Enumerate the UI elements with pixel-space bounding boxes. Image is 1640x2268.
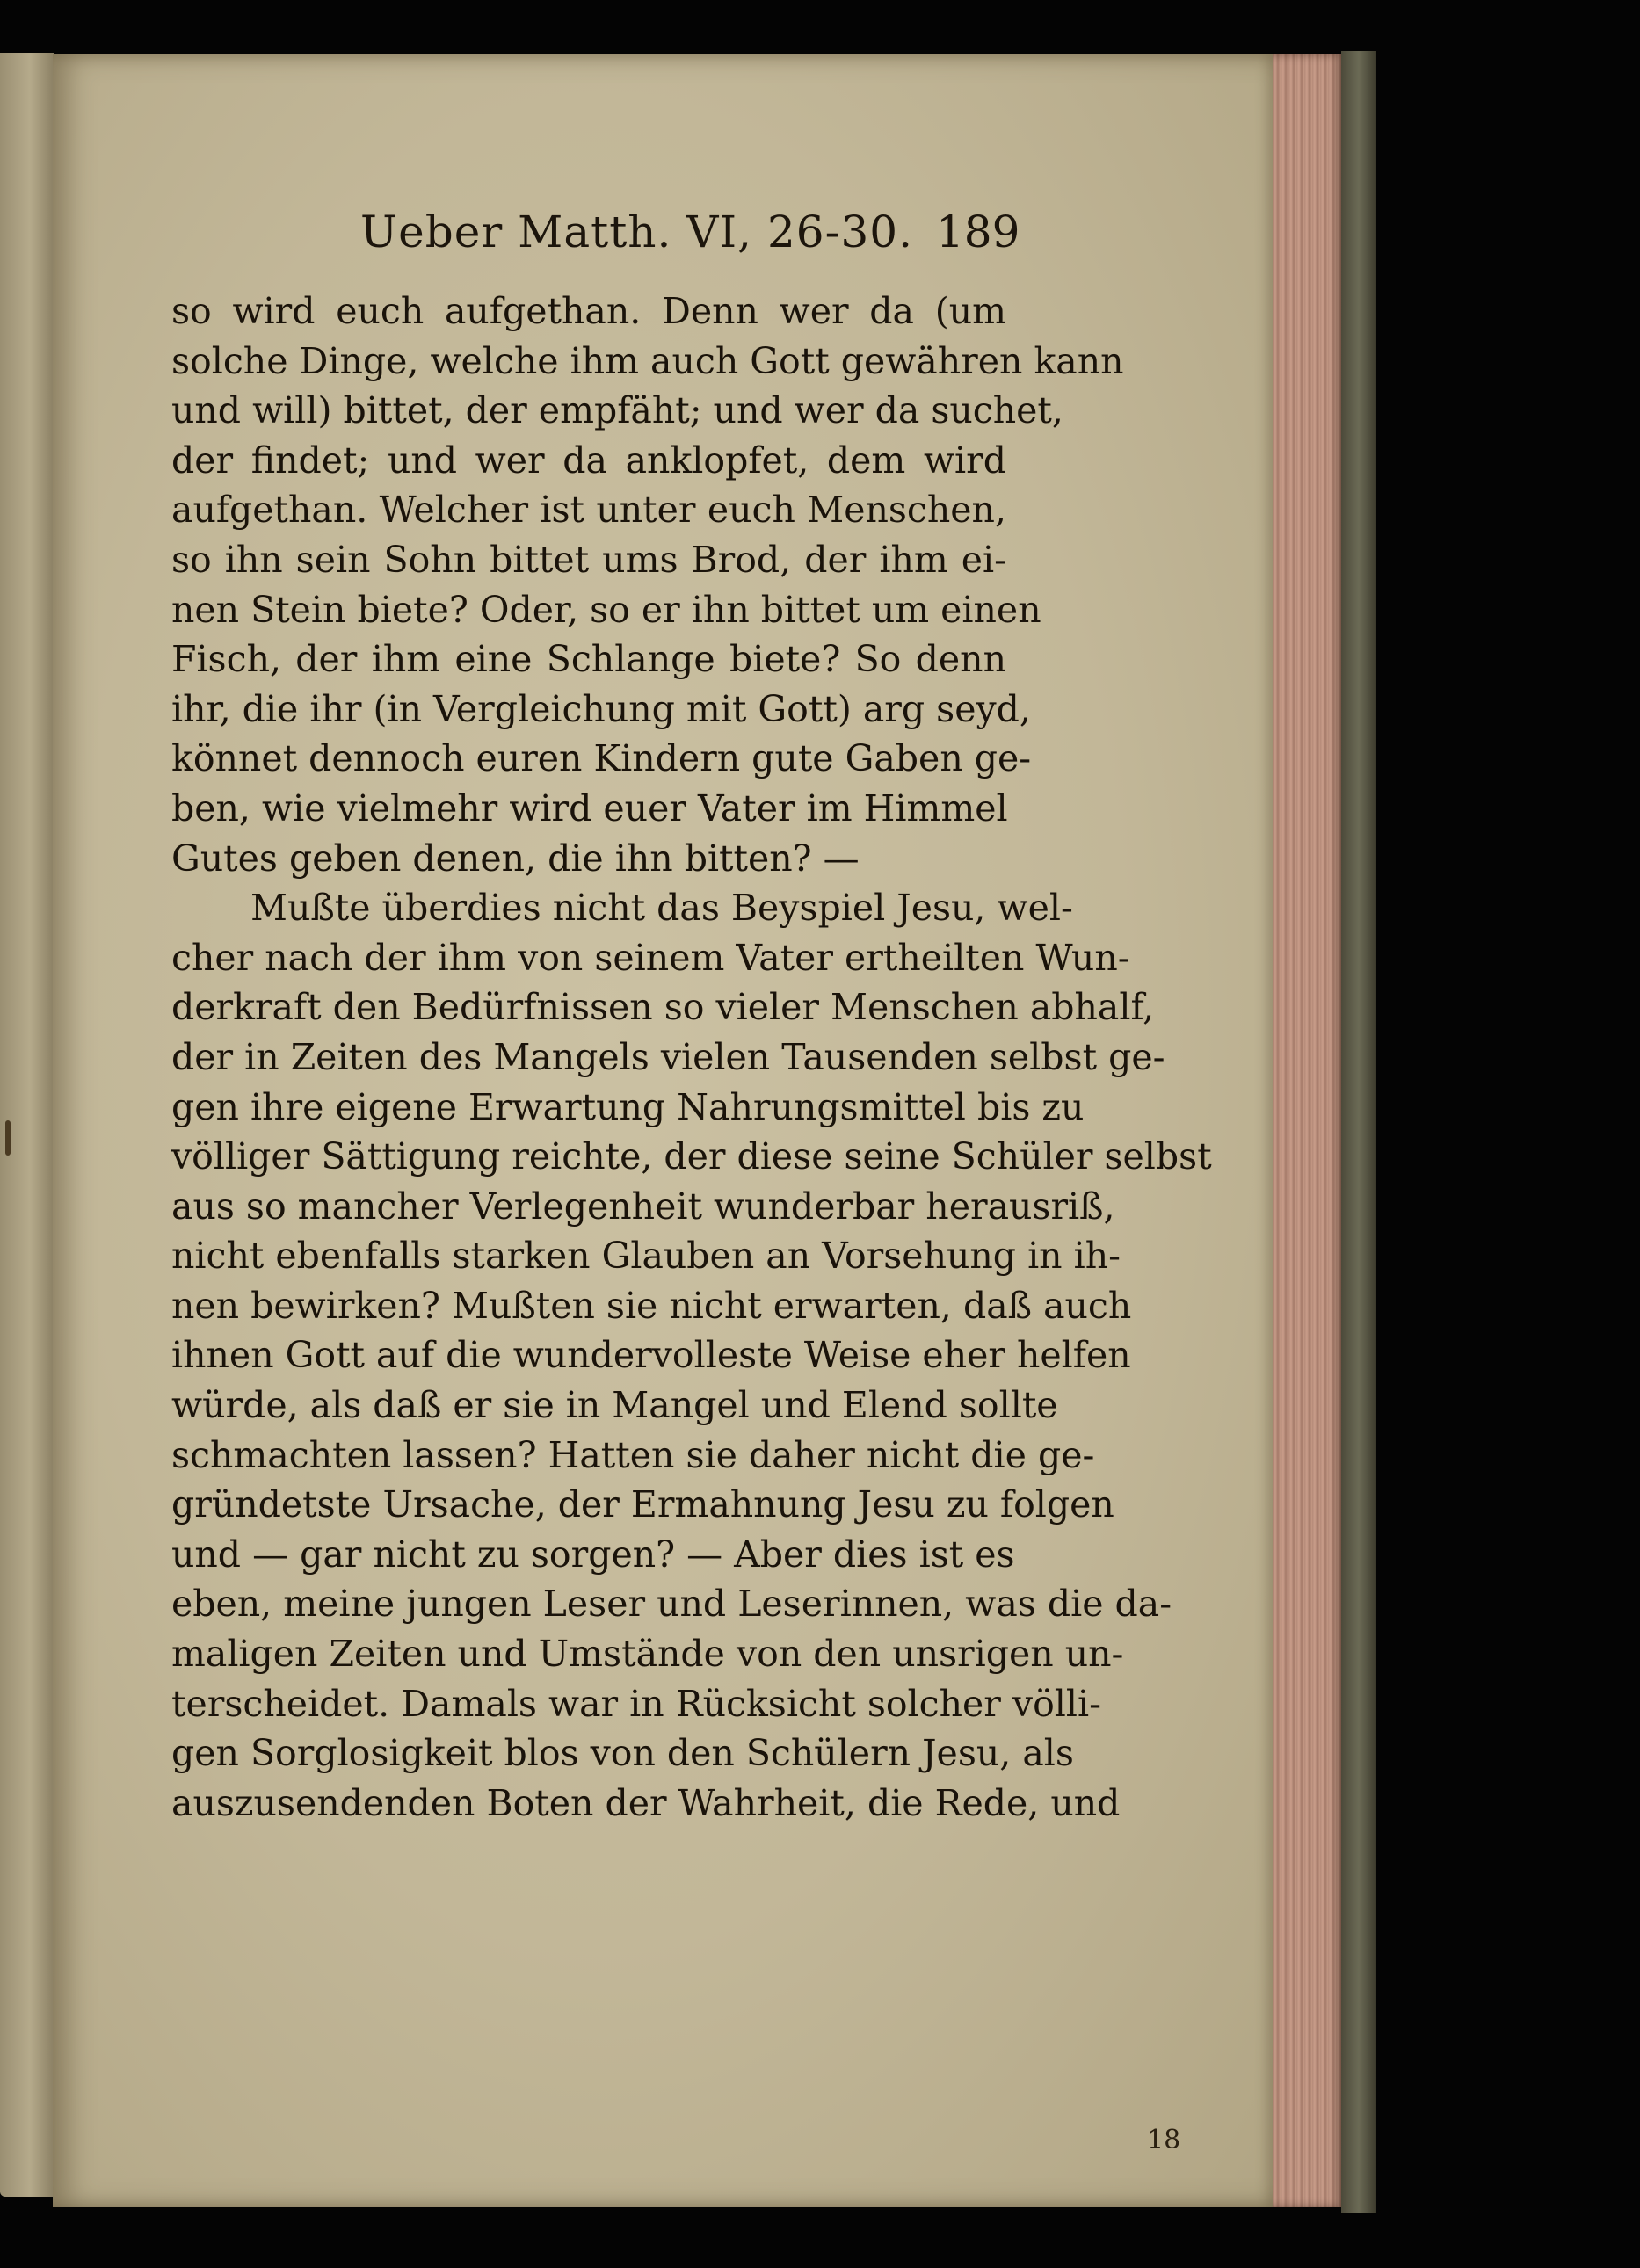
- text-line: gen ihre eigene Erwartung Nahrungsmittel bis zu: [171, 1085, 1085, 1128]
- text-line: gen Sorglosigkeit blos von den Schülern Jesu, als: [171, 1732, 1074, 1775]
- page-edges: [1273, 54, 1343, 2207]
- text-line: gründetste Ursache, der Ermahnung Jesu zu folgen: [171, 1483, 1114, 1526]
- cover-board: [1341, 51, 1376, 2213]
- text-line: so wird euch aufgethan. Denn wer da (um: [171, 290, 1006, 332]
- text-line: würde, als daß er sie in Mangel und Elend sollte: [171, 1384, 1058, 1427]
- text-line: cher nach der ihm von seinem Vater ertheilten Wun-: [171, 936, 1130, 979]
- text-line: auszusendenden Boten der Wahrheit, die Rede, und: [171, 1781, 1121, 1824]
- text-line: maligen Zeiten und Umstände von den unsrigen un-: [171, 1633, 1124, 1676]
- facing-page-edge: [0, 53, 54, 2197]
- text-line: aus so mancher Verlegenheit wunderbar herausriß,: [171, 1185, 1115, 1228]
- signature-mark: 18: [1147, 2125, 1181, 2156]
- body-text: [171, 286, 1212, 1828]
- text-line: Fisch, der ihm eine Schlange biete? So denn: [171, 638, 1006, 681]
- text-line: könnet dennoch euren Kindern gute Gaben ge-: [171, 737, 1032, 780]
- text-line: der in Zeiten des Mangels vielen Tausenden selbst ge-: [171, 1035, 1165, 1078]
- text-line: Mußte überdies nicht das Beyspiel Jesu, wel-: [250, 887, 1073, 930]
- gutter-mark: [5, 1120, 11, 1156]
- text-line: nen Stein biete? Oder, so er ihn bittet um einen: [171, 588, 1041, 631]
- text-line: und will) bittet, der empfäht; und wer da suchet,: [171, 389, 1063, 432]
- text-line: und — gar nicht zu sorgen? — Aber dies ist es: [171, 1533, 1015, 1576]
- text-line: ihnen Gott auf die wundervolleste Weise eher helfen: [171, 1334, 1131, 1377]
- text-line: schmachten lassen? Hatten sie daher nicht die ge-: [171, 1433, 1095, 1476]
- running-head: Ueber Matth. VI, 26-30.: [360, 207, 913, 257]
- text-line: so ihn sein Sohn bittet ums Brod, der ihm ei-: [171, 538, 1006, 581]
- text-line: derkraft den Bedürfnissen so vieler Menschen abhalf,: [171, 986, 1155, 1029]
- text-line: solche Dinge, welche ihm auch Gott gewähren kann: [171, 339, 1124, 382]
- text-line: terscheidet. Damals war in Rücksicht solcher völli-: [171, 1682, 1101, 1725]
- text-line: aufgethan. Welcher ist unter euch Menschen,: [171, 489, 1006, 532]
- text-line: völliger Sättigung reichte, der diese seine Schüler selbst: [171, 1135, 1212, 1178]
- text-line: der findet; und wer da anklopfet, dem wird: [171, 438, 1006, 482]
- text-line: ben, wie vielmehr wird euer Vater im Himmel: [171, 786, 1008, 830]
- text-line: eben, meine jungen Leser und Leserinnen, was die da-: [171, 1583, 1172, 1626]
- text-line: nen bewirken? Mußten sie nicht erwarten, daß auch: [171, 1284, 1132, 1327]
- text-line: nicht ebenfalls starken Glauben an Vorsehung in ih-: [171, 1235, 1121, 1278]
- page-number: 189: [936, 207, 1020, 257]
- text-line: Gutes geben denen, die ihn bitten? —: [171, 837, 860, 880]
- text-line: ihr, die ihr (in Vergleichung mit Gott) arg seyd,: [171, 687, 1031, 730]
